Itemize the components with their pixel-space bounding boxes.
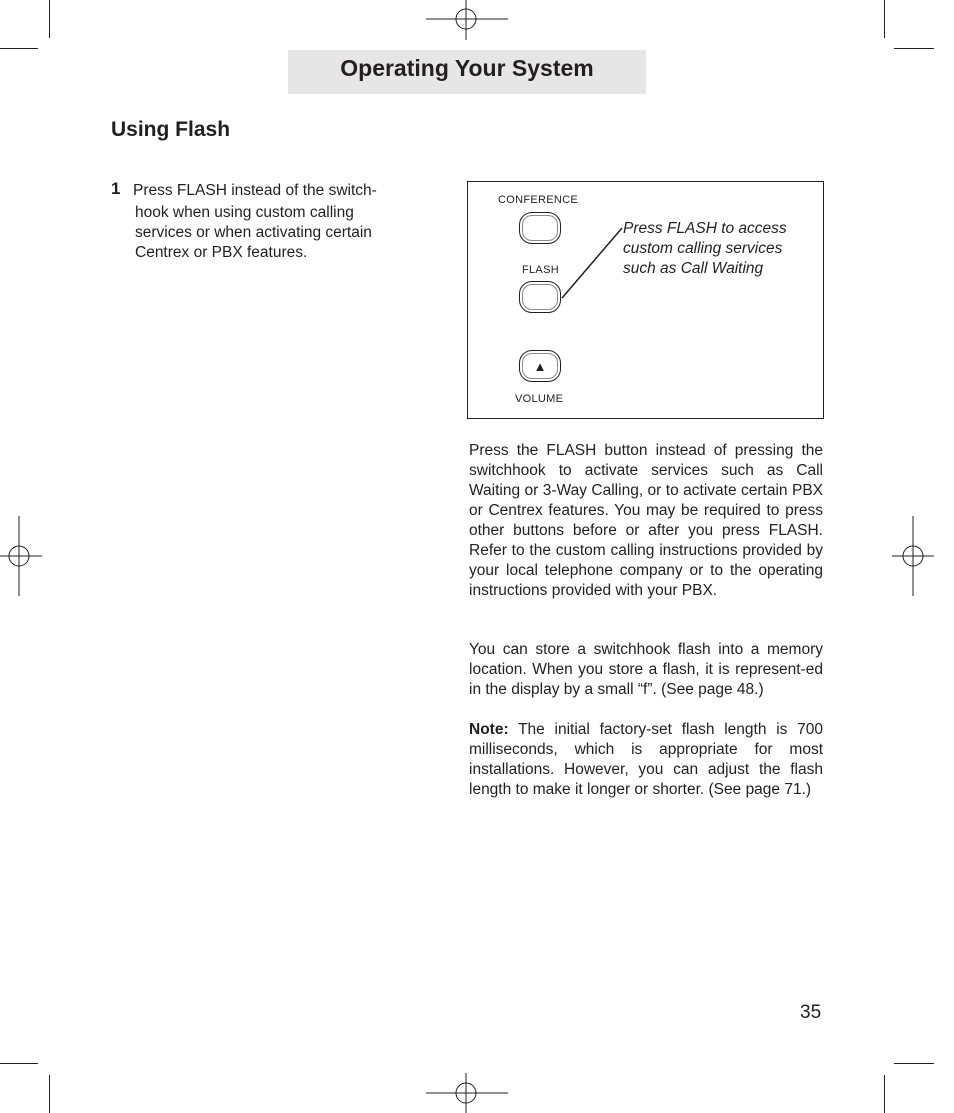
note-paragraph bbox=[469, 720, 823, 800]
callout-text-line: Press FLASH to access bbox=[623, 220, 787, 237]
step-text-line: hook when using custom calling bbox=[135, 204, 354, 221]
body-paragraph: You can store a switchhook flash into a memory location. When you store a flash, it is represent-ed in the display by a small “f”. (See page 48.) bbox=[469, 641, 823, 698]
callout-text-line: such as Call Waiting bbox=[623, 260, 764, 277]
volume-label: VOLUME bbox=[515, 393, 564, 405]
step-text-line: Press FLASH instead of the switch- bbox=[133, 182, 377, 199]
step-number: 1 bbox=[111, 179, 121, 198]
section-title: Using Flash bbox=[111, 118, 231, 141]
registration-mark-top bbox=[426, 0, 508, 40]
registration-mark-bottom bbox=[426, 1073, 508, 1113]
page-number: 35 bbox=[800, 1002, 822, 1023]
step-text-line: services or when activating certain bbox=[135, 224, 372, 241]
registration-mark-left bbox=[0, 516, 42, 596]
header-banner bbox=[288, 50, 646, 94]
conference-label: CONFERENCE bbox=[498, 194, 579, 206]
keypad-figure bbox=[467, 181, 824, 419]
note-text: The initial factory-set flash length is 700 milliseconds, which is appropriate for most installations. However, you can adjust the flash length to make it longer or shorter. (See page 71.) bbox=[469, 721, 823, 798]
callout-leader-line bbox=[468, 182, 823, 418]
callout-text-line: custom calling services bbox=[623, 240, 783, 257]
body-paragraph: Press the FLASH button instead of pressing the switchhook to activate services such as Call Waiting or 3-Way Calling, or to activate certain PBX or Centrex features. You may be required to press other buttons before or after you press FLASH. Refer to the custom calling instructions provided by your local telephone company or to the operating instructions provided with your PBX. bbox=[469, 442, 823, 599]
note-label: Note: bbox=[469, 721, 509, 738]
flash-label: FLASH bbox=[522, 264, 559, 276]
step-text-line: Centrex or PBX features. bbox=[135, 244, 308, 261]
triangle-up-icon: ▲ bbox=[533, 358, 547, 374]
page-title: Operating Your System bbox=[340, 55, 594, 81]
registration-mark-right bbox=[892, 516, 934, 596]
